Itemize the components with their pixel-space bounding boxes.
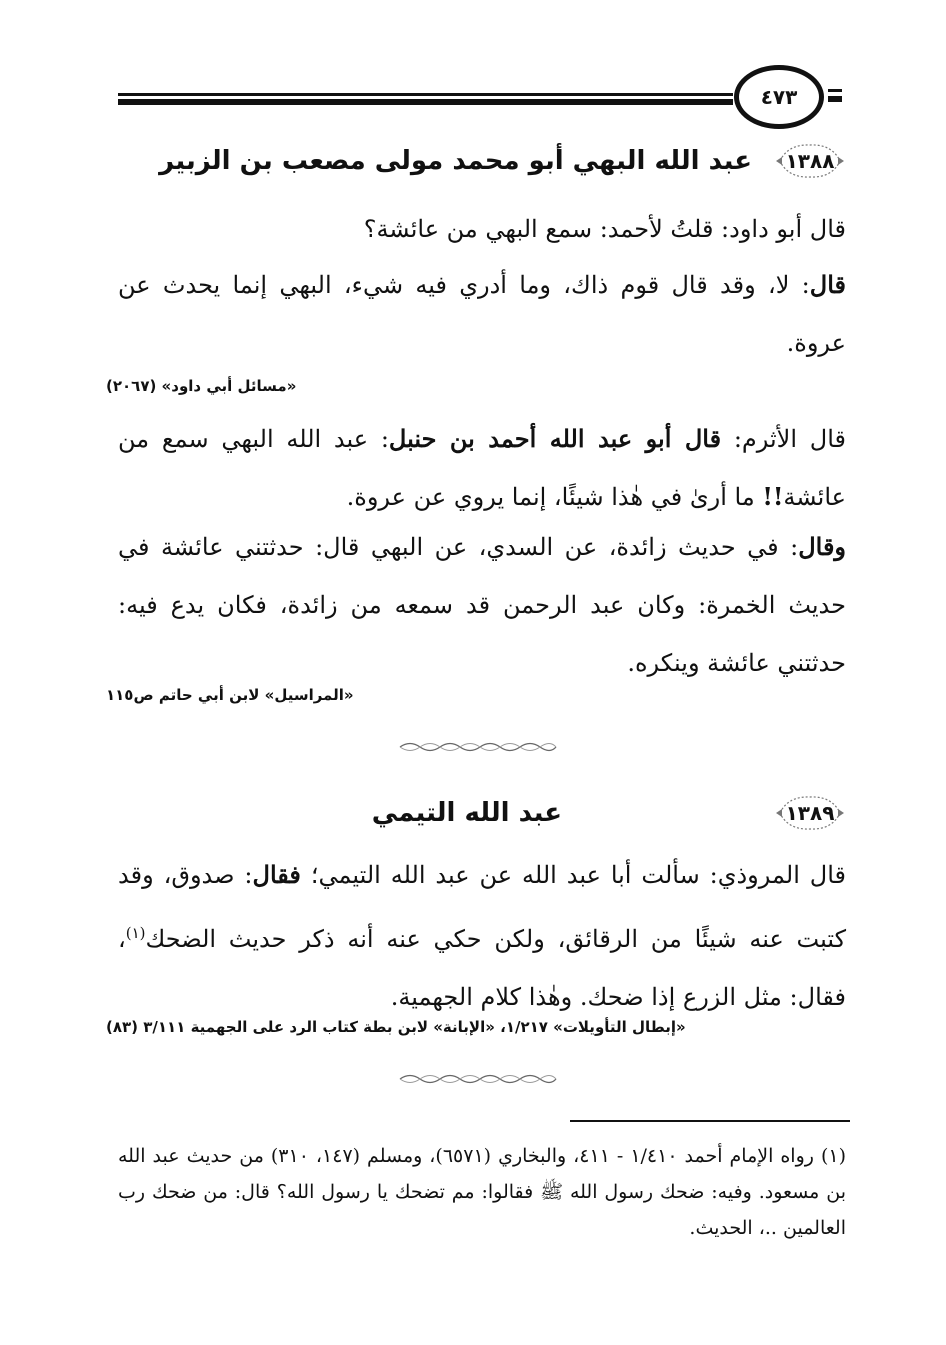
paragraph-text: قال المروذي: سألت أبا عبد الله عن عبد الله التيمي؛ — [300, 861, 847, 889]
entry-heading-1388 — [116, 138, 846, 184]
paragraph — [118, 518, 846, 692]
entry-number-badge — [774, 141, 846, 181]
footnote-reference[interactable]: (١) — [125, 924, 146, 942]
entry-title: عبد الله التيمي — [371, 798, 562, 828]
paragraph-text: : لا، وقد قال قوم ذاك، وما أدري فيه شيء، البهي إنما يحدث عن عروة. — [118, 271, 846, 357]
section-divider-ornament-icon — [398, 1072, 558, 1086]
page-number: ٤٧٣ — [734, 65, 824, 129]
paragraph — [118, 256, 846, 372]
speaker-lead: فقال — [252, 860, 301, 889]
paragraph-text: ما أرىٰ في هٰذا شيئًا، إنما يروي عن عروة. — [346, 483, 763, 511]
exclamation: !! — [762, 482, 784, 511]
source-citation: «مسائل أبي داود» (٢٠٦٧) — [106, 377, 297, 395]
header-rule-bottom — [118, 99, 733, 105]
speaker-lead: وقال — [798, 532, 846, 561]
entry-number-badge — [774, 793, 846, 833]
footnote-separator — [570, 1120, 850, 1122]
footnote-marker: (١) — [820, 1145, 846, 1167]
header-rule-right-top — [828, 89, 842, 92]
entry-number: ١٣٨٨ — [785, 149, 835, 173]
header-rule-right-bottom — [828, 96, 842, 102]
entry-title: عبد الله البهي أبو محمد مولى مصعب بن الزبير — [159, 146, 752, 176]
paragraph-text: : عبد الله البهي سمع من عائشة — [118, 425, 846, 511]
header-rule-top — [118, 93, 733, 96]
paragraph-text: قال الأثرم: — [721, 425, 847, 453]
entry-heading-1389 — [116, 790, 846, 836]
paragraph-text: ، فقال: مثل الزرع إذا ضحك. وهٰذا كلام الجهمية. — [118, 925, 846, 1011]
footnote — [118, 1138, 846, 1246]
paragraph — [118, 200, 846, 258]
source-citation: «المراسيل» لابن أبي حاتم ص١١٥ — [106, 686, 354, 704]
paragraph — [118, 410, 846, 526]
entry-number: ١٣٨٩ — [785, 801, 835, 825]
speaker-lead: قال — [809, 270, 846, 299]
source-citation: «إبطال التأويلات» ١/٢١٧، «الإبانة» لابن بطة كتاب الرد على الجهمية ٣/١١١ (٨٣) — [106, 1018, 686, 1036]
speaker-lead: قال أبو عبد الله أحمد بن حنبل — [388, 424, 722, 453]
section-divider-ornament-icon — [398, 740, 558, 754]
footnote-text: رواه الإمام أحمد ١/٤١٠ - ٤١١، والبخاري (٦٥٧١)، ومسلم (١٤٧، ٣١٠) من حديث عبد الله بن مسعود. وفيه: ضحك رسول الله ﷺ فقالوا: مم تضحك يا رسول الله؟ قال: من ضحك رب العالمين ..، الحديث. — [118, 1145, 846, 1239]
paragraph-text: قال أبو داود: قلتُ لأحمد: سمع البهي من عائشة؟ — [363, 215, 846, 243]
paragraph — [118, 846, 846, 1026]
paragraph-text: : صدوق، وقد كتبت عنه شيئًا من الرقائق، ولكن حكي عنه أنه ذكر حديث الضحك — [118, 861, 846, 953]
paragraph-text: : في حديث زائدة، عن السدي، عن البهي قال: حدثتني عائشة في حديث الخمرة: وكان عبد الرحمن قد سمعه من زائدة، فكان يدع فيه: حدثتني عائشة وينكره. — [118, 533, 846, 677]
